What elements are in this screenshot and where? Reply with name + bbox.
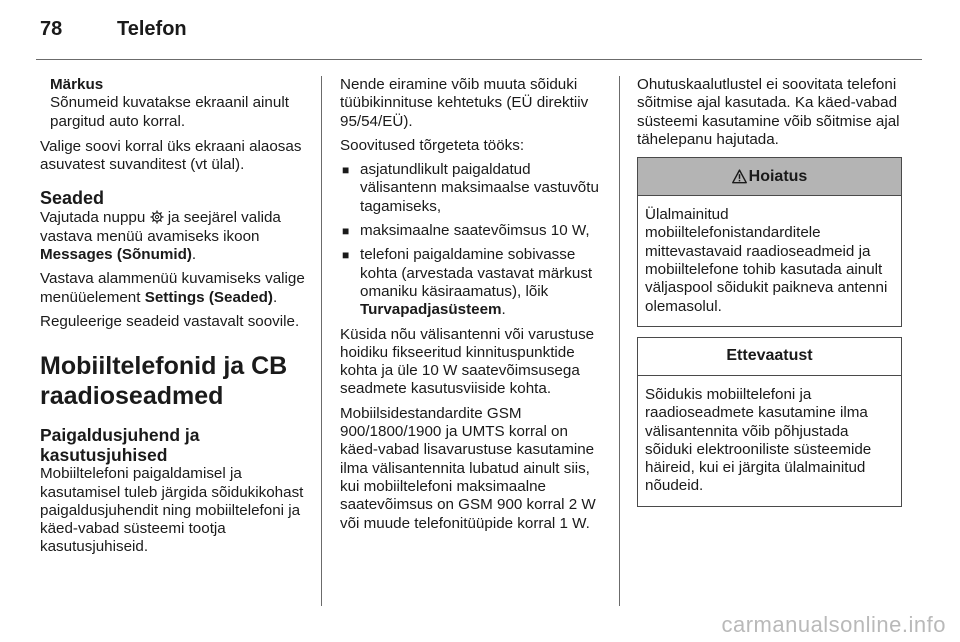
column-divider [321, 76, 322, 606]
note-text: Sõnumeid kuvatakse ekraanil ainult pargitud auto korral. [50, 94, 289, 130]
text-span: ja seejärel valida vastava menüü avamiseks ikoon [40, 209, 281, 245]
bullet-list [340, 161, 608, 319]
column-3 [637, 76, 902, 507]
paragraph: Nende eiramine võib muuta sõiduki tüübikinnituse kehtetuks (EÜ direktiiv 95/54/EÜ). [340, 76, 589, 130]
menu-name-messages: Messages (Sõnumid) [40, 246, 192, 264]
bullet-square-icon: ■ [342, 248, 350, 263]
warning-header [638, 158, 901, 196]
paragraph: Küsida nõu välisantenni või varustuse hoidiku fikseeritud kinnituspunktide kohta ja üle 10 W saatevõimsusega seadmete kasutusviiside kohta. [340, 325, 595, 398]
warning-box [637, 157, 902, 327]
column-1 [40, 76, 310, 563]
list-item-text: asjatundlikult paigaldatud välisantenn maksimaalse vastuvõtu tagamiseks, [360, 161, 599, 215]
reference-airbag-system: Turvapadjasüsteem [360, 301, 502, 319]
list-item-text: maksimaalne saatevõimsus 10 W, [360, 222, 590, 240]
text-span: . [191, 246, 197, 264]
text-span: . [501, 301, 506, 319]
note-block [40, 76, 310, 131]
settings-icon [150, 210, 164, 224]
warning-triangle-icon [732, 169, 747, 184]
paragraph: Valige soovi korral üks ekraani alaosas asuvatest suvanditest (vt ülal). [40, 137, 302, 174]
column-divider [619, 76, 620, 606]
paragraph: Soovitused tõrgeteta tööks: [340, 136, 525, 154]
chapter-title: Mobiiltelefonid ja CB raadioseadmed [40, 352, 288, 411]
text-span: . [272, 288, 278, 306]
page-title: Telefon [117, 18, 187, 40]
caution-text: Sõidukis mobiiltelefoni ja raadioseadmete kasutamine ilma välisantennita võib põhjustada sõiduki elektrooniliste süsteemide häireid, kui ei järgita ülalmainitud nõudeid. [645, 385, 872, 495]
paragraph-settings-instructions [40, 209, 310, 264]
caution-header: Ettevaatust [638, 338, 901, 376]
section-title-settings: Seaded [40, 188, 105, 209]
paragraph: Mobiilsidestandardite GSM 900/1800/1900 ja UMTS korral on käed-vabad lisavarustuse kasutamine ilma välisantennita lubatud ainult siis, kui mobiiltelefoni maksimaalne saatevõimsus on GSM 900 korral 2 W või muude telefonitüüpide korral 1 W. [340, 404, 596, 532]
text-span: Vajutada nuppu [40, 209, 150, 227]
bullet-square-icon: ■ [342, 224, 350, 239]
list-item [342, 161, 608, 216]
column-2 [340, 76, 608, 539]
subsection-title: Paigaldusjuhend ja kasutusjuhised [40, 425, 200, 466]
watermark: carmanualsonline.info [721, 612, 946, 637]
caution-box [637, 337, 902, 507]
list-item [342, 222, 608, 240]
text-span: Vastava alammenüü kuvamiseks valige menüüelement [40, 270, 305, 306]
page-number: 78 [40, 18, 63, 40]
paragraph: Mobiiltelefoni paigaldamisel ja kasutamisel tuleb järgida sõidukikohast paigaldusjuhendit ning mobiiltelefoni ja käed-vabad süsteemi tootja kasutusjuhiseid. [40, 465, 304, 556]
header-divider [36, 59, 922, 60]
menu-name-settings: Settings (Seaded) [144, 288, 273, 306]
warning-text: Ülalmainitud mobiiltelefonistandarditele mittevastavaid raadioseadmeid ja mobiiltelefone tohib kasutada ainult väljaspool sõidukit paikneva antenni olemasolul. [645, 206, 888, 315]
bullet-square-icon: ■ [342, 163, 350, 178]
list-item-text: telefoni paigaldamine sobivasse kohta (arvestada vastavat märkust omaniku käsiraamatus), lõik [360, 246, 593, 300]
list-item [342, 246, 608, 319]
warning-title: Hoiatus [748, 167, 808, 185]
paragraph: Reguleerige seadeid vastavalt soovile. [40, 312, 300, 330]
note-title: Märkus [50, 76, 104, 93]
paragraph-submenu [40, 270, 310, 307]
page-header [40, 18, 187, 48]
paragraph: Ohutuskaalutlustel ei soovitata telefoni sõitmise ajal kasutada. Ka käed-vabad süsteemi kasutamine võib sõitmise ajal tähelepanu hajutada. [637, 76, 900, 148]
